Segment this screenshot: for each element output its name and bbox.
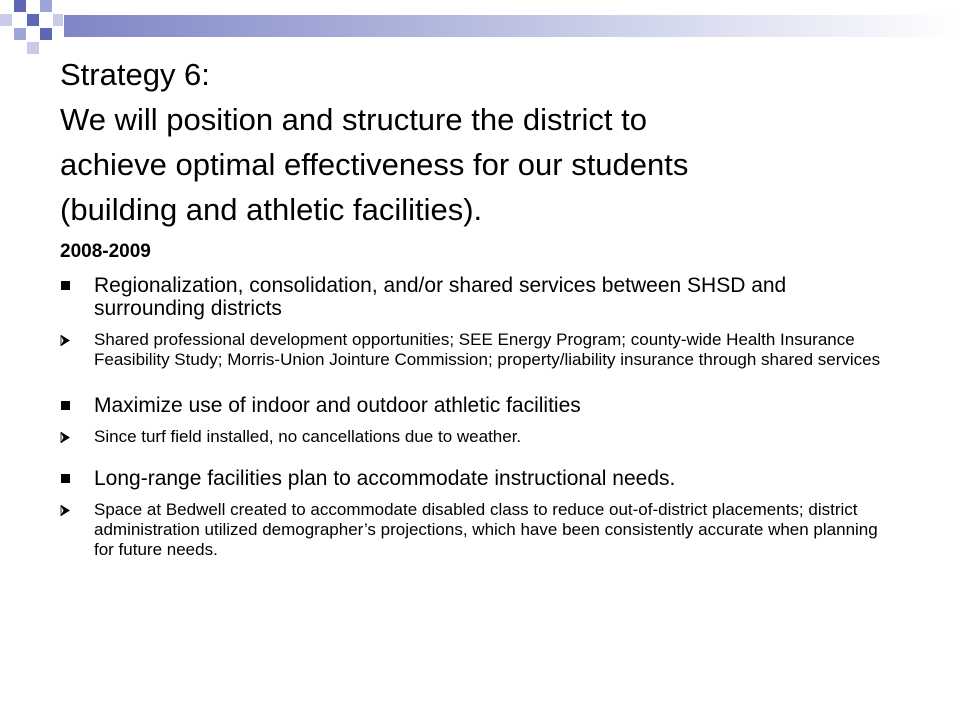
mosaic-square (14, 28, 26, 40)
mosaic-square (0, 14, 12, 26)
mosaic-square (53, 14, 63, 26)
year-heading: 2008-2009 (60, 241, 151, 262)
arrow-bullet-icon (60, 505, 71, 516)
arrow-bullet-icon (60, 432, 71, 443)
square-bullet-icon (61, 474, 70, 483)
mosaic-square (40, 0, 52, 12)
sub-bullet-text: Shared professional development opportunities; SEE Energy Program; county-wide Health Insurance Feasibility Study; Morris-Union Jointure Commission; property/liability insurance through shared services (94, 330, 881, 369)
sub-bullet-text: Space at Bedwell created to accommodate disabled class to reduce out-of-district placements; district administration utilized demographer’s projections, which have been consistently accurate when planning for future needs. (94, 500, 878, 559)
arrow-bullet-icon (60, 335, 71, 346)
title-line: achieve optimal effectiveness for our students (60, 147, 689, 182)
title-line: (building and athletic facilities). (60, 192, 483, 227)
mosaic-square (27, 42, 39, 54)
sub-bullet-item (60, 500, 900, 560)
mosaic-square (14, 0, 26, 12)
title-line: We will position and structure the district to (60, 102, 647, 137)
square-bullet-icon (61, 281, 70, 290)
square-bullet-icon (61, 401, 70, 410)
sub-bullet-item (60, 330, 900, 370)
mosaic-square (40, 28, 52, 40)
mosaic-square (27, 14, 39, 26)
bullet-item (60, 394, 900, 417)
sub-bullet-text: Since turf field installed, no cancellations due to weather. (94, 427, 522, 446)
slide-body (60, 240, 900, 560)
header-gradient-bar (64, 15, 960, 37)
bullet-text: Maximize use of indoor and outdoor athletic facilities (94, 394, 581, 417)
title-line: Strategy 6: (60, 57, 210, 92)
bullet-item (60, 274, 900, 320)
sub-bullet-item (60, 427, 900, 447)
slide-title (60, 52, 940, 232)
bullet-text: Regionalization, consolidation, and/or shared services between SHSD and surrounding districts (94, 274, 787, 320)
bullet-text: Long-range facilities plan to accommodate instructional needs. (94, 467, 676, 490)
bullet-item (60, 467, 900, 490)
